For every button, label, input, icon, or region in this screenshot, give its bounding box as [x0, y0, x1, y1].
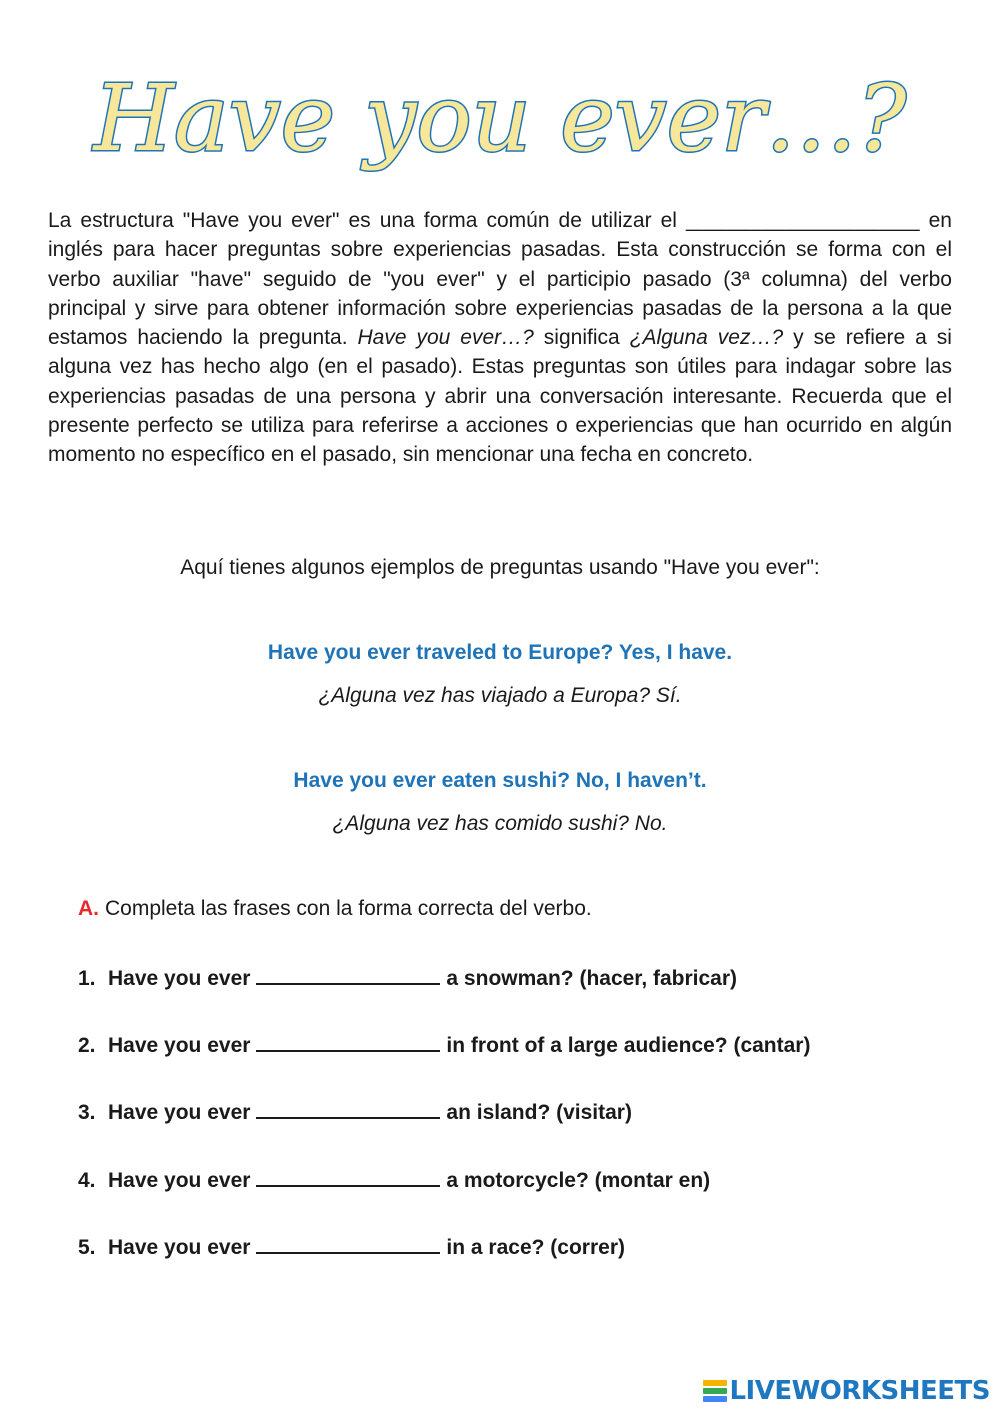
brand-name: LIVEWORKSHEETS: [729, 1376, 990, 1406]
item-number: 1.: [78, 967, 96, 990]
item-prefix: Have you ever: [108, 1169, 251, 1192]
page-title: [0, 58, 1000, 188]
answer-blank-5[interactable]: [256, 1234, 440, 1254]
exercise-item: [78, 965, 737, 991]
item-prefix: Have you ever: [108, 1034, 251, 1057]
intro-italic-1: Have you ever…?: [357, 326, 534, 350]
footer-brand[interactable]: [703, 1377, 990, 1405]
exercise-instruction: [78, 897, 592, 921]
exercise-item: [78, 1234, 625, 1260]
examples-lead: Aquí tienes algunos ejemplos de preguntas usando "Have you ever":: [180, 556, 820, 579]
item-number: 3.: [78, 1101, 96, 1124]
exercise-letter: A.: [78, 897, 99, 920]
intro-blank: ____________________: [686, 209, 920, 232]
answer-blank-4[interactable]: [256, 1167, 440, 1187]
answer-blank-3[interactable]: [256, 1099, 440, 1119]
answer-blank-2[interactable]: [256, 1032, 440, 1052]
example-2-english: Have you ever eaten sushi? No, I haven’t.: [293, 769, 707, 792]
intro-italic-2: ¿Alguna vez…?: [629, 326, 784, 350]
intro-text-2: en inglés para hacer preguntas sobre experiencias pasadas. Esta construcción se forma con el verbo auxiliar "have" seguido de "you ever" y el participio pasado (3ª columna) del verbo principal y sirve para obtener información sobre experiencias pasadas de la persona a la que estamos haciendo la pregunta.: [48, 209, 952, 350]
item-number: 5.: [78, 1236, 96, 1259]
item-prefix: Have you ever: [108, 967, 251, 990]
example-2-spanish: ¿Alguna vez has comido sushi? No.: [332, 812, 668, 835]
example-1-english: Have you ever traveled to Europe? Yes, I have.: [267, 641, 733, 664]
answer-blank-1[interactable]: [256, 965, 440, 985]
item-suffix: in a race? (correr): [446, 1236, 625, 1259]
intro-paragraph: [48, 206, 952, 470]
item-prefix: Have you ever: [108, 1101, 251, 1124]
exercise-item: [78, 1167, 710, 1193]
intro-text-4: y se refiere a si alguna vez has hecho algo (en el pasado). Estas preguntas son útiles para indagar sobre las experiencias pasadas de una persona y abrir una conversación interesante. Recuerda que el presente perfecto se utiliza para referirse a acciones o experiencias que han ocurrido en algún momento no específico en el pasado, sin mencionar una fecha en concreto.: [48, 326, 952, 467]
item-prefix: Have you ever: [108, 1236, 251, 1259]
item-number: 2.: [78, 1034, 96, 1057]
item-suffix: a motorcycle? (montar en): [446, 1169, 711, 1192]
intro-text-3: significa: [533, 326, 630, 350]
example-1-spanish: ¿Alguna vez has viajado a Europa? Sí.: [318, 684, 682, 707]
item-suffix: an island? (visitar): [446, 1101, 632, 1124]
exercise-instruction-text: Completa las frases con la forma correcta del verbo.: [105, 897, 592, 920]
item-number: 4.: [78, 1169, 96, 1192]
exercise-item: [78, 1099, 632, 1125]
item-suffix: a snowman? (hacer, fabricar): [446, 967, 738, 990]
intro-text-1: La estructura "Have you ever" es una forma común de utilizar el: [48, 209, 677, 232]
exercise-item: [78, 1032, 810, 1058]
item-suffix: in front of a large audience? (cantar): [446, 1034, 811, 1057]
liveworksheets-logo-icon: [703, 1379, 727, 1403]
page-title-text: Have you ever…?: [93, 65, 907, 172]
